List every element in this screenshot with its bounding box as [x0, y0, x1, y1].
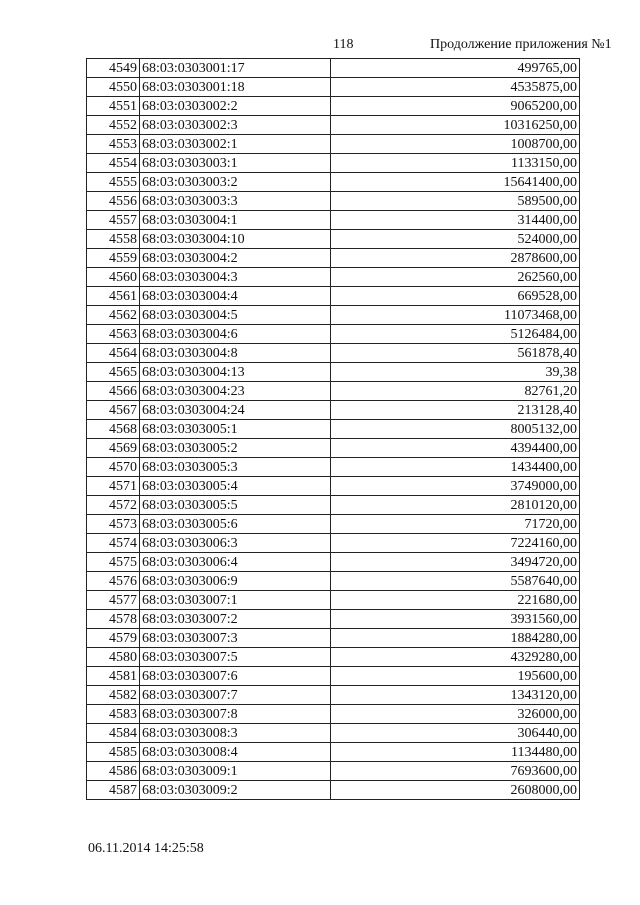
- row-number-cell: 4572: [87, 496, 140, 515]
- cadastral-number-cell: 68:03:0303005:6: [140, 515, 331, 534]
- table-row: [87, 420, 580, 439]
- cadastral-number-cell: 68:03:0303008:3: [140, 724, 331, 743]
- cadastral-number-cell: 68:03:0303004:13: [140, 363, 331, 382]
- cadastral-value-cell: 4394400,00: [331, 439, 580, 458]
- row-number-cell: 4555: [87, 173, 140, 192]
- row-number-cell: 4582: [87, 686, 140, 705]
- cadastral-number-cell: 68:03:0303003:3: [140, 192, 331, 211]
- cadastral-number-cell: 68:03:0303008:4: [140, 743, 331, 762]
- cadastral-number-cell: 68:03:0303004:2: [140, 249, 331, 268]
- cadastral-number-cell: 68:03:0303003:2: [140, 173, 331, 192]
- cadastral-value-cell: 15641400,00: [331, 173, 580, 192]
- cadastral-number-cell: 68:03:0303005:4: [140, 477, 331, 496]
- table-row: [87, 553, 580, 572]
- cadastral-value-cell: 3749000,00: [331, 477, 580, 496]
- cadastral-value-cell: 39,38: [331, 363, 580, 382]
- cadastral-value-cell: 1343120,00: [331, 686, 580, 705]
- table-row: [87, 268, 580, 287]
- row-number-cell: 4554: [87, 154, 140, 173]
- table-row: [87, 762, 580, 781]
- table-row: [87, 610, 580, 629]
- print-timestamp: 06.11.2014 14:25:58: [88, 841, 204, 856]
- cadastral-number-cell: 68:03:0303004:8: [140, 344, 331, 363]
- cadastral-number-cell: 68:03:0303007:5: [140, 648, 331, 667]
- table-row: [87, 230, 580, 249]
- cadastral-number-cell: 68:03:0303007:3: [140, 629, 331, 648]
- cadastral-value-cell: 195600,00: [331, 667, 580, 686]
- row-number-cell: 4576: [87, 572, 140, 591]
- cadastral-value-cell: 2810120,00: [331, 496, 580, 515]
- cadastral-value-cell: 306440,00: [331, 724, 580, 743]
- table-row: [87, 97, 580, 116]
- row-number-cell: 4583: [87, 705, 140, 724]
- cadastral-value-cell: 326000,00: [331, 705, 580, 724]
- cadastral-value-cell: 5587640,00: [331, 572, 580, 591]
- row-number-cell: 4575: [87, 553, 140, 572]
- table-body: [87, 59, 580, 800]
- table-row: [87, 572, 580, 591]
- cadastral-number-cell: 68:03:0303007:1: [140, 591, 331, 610]
- row-number-cell: 4549: [87, 59, 140, 78]
- row-number-cell: 4558: [87, 230, 140, 249]
- table-row: [87, 306, 580, 325]
- row-number-cell: 4561: [87, 287, 140, 306]
- cadastral-value-cell: 9065200,00: [331, 97, 580, 116]
- row-number-cell: 4556: [87, 192, 140, 211]
- row-number-cell: 4569: [87, 439, 140, 458]
- row-number-cell: 4559: [87, 249, 140, 268]
- cadastral-value-cell: 7693600,00: [331, 762, 580, 781]
- cadastral-number-cell: 68:03:0303003:1: [140, 154, 331, 173]
- row-number-cell: 4579: [87, 629, 140, 648]
- row-number-cell: 4574: [87, 534, 140, 553]
- row-number-cell: 4577: [87, 591, 140, 610]
- cadastral-value-cell: 221680,00: [331, 591, 580, 610]
- row-number-cell: 4586: [87, 762, 140, 781]
- cadastral-value-cell: 589500,00: [331, 192, 580, 211]
- cadastral-value-cell: 8005132,00: [331, 420, 580, 439]
- row-number-cell: 4550: [87, 78, 140, 97]
- table-row: [87, 667, 580, 686]
- cadastral-value-cell: 3931560,00: [331, 610, 580, 629]
- table-row: [87, 59, 580, 78]
- table-row: [87, 78, 580, 97]
- cadastral-number-cell: 68:03:0303004:3: [140, 268, 331, 287]
- cadastral-value-cell: 4329280,00: [331, 648, 580, 667]
- table-row: [87, 534, 580, 553]
- row-number-cell: 4585: [87, 743, 140, 762]
- row-number-cell: 4553: [87, 135, 140, 154]
- cadastral-value-cell: 2608000,00: [331, 781, 580, 800]
- table-row: [87, 743, 580, 762]
- cadastral-value-cell: 3494720,00: [331, 553, 580, 572]
- cadastral-value-cell: 213128,40: [331, 401, 580, 420]
- table-row: [87, 116, 580, 135]
- row-number-cell: 4581: [87, 667, 140, 686]
- cadastral-number-cell: 68:03:0303005:5: [140, 496, 331, 515]
- cadastral-number-cell: 68:03:0303005:3: [140, 458, 331, 477]
- cadastral-value-table: [86, 58, 580, 800]
- cadastral-value-cell: 10316250,00: [331, 116, 580, 135]
- table-row: [87, 325, 580, 344]
- cadastral-value-cell: 1434400,00: [331, 458, 580, 477]
- table-row: [87, 382, 580, 401]
- row-number-cell: 4562: [87, 306, 140, 325]
- cadastral-value-cell: 314400,00: [331, 211, 580, 230]
- table-row: [87, 591, 580, 610]
- row-number-cell: 4580: [87, 648, 140, 667]
- cadastral-number-cell: 68:03:0303004:10: [140, 230, 331, 249]
- row-number-cell: 4564: [87, 344, 140, 363]
- table-row: [87, 401, 580, 420]
- cadastral-number-cell: 68:03:0303007:2: [140, 610, 331, 629]
- table-row: [87, 458, 580, 477]
- page-number: 118: [333, 37, 354, 52]
- row-number-cell: 4573: [87, 515, 140, 534]
- cadastral-number-cell: 68:03:0303002:1: [140, 135, 331, 154]
- cadastral-value-cell: 2878600,00: [331, 249, 580, 268]
- table-row: [87, 629, 580, 648]
- row-number-cell: 4568: [87, 420, 140, 439]
- table-row: [87, 781, 580, 800]
- cadastral-number-cell: 68:03:0303005:2: [140, 439, 331, 458]
- table-row: [87, 173, 580, 192]
- cadastral-value-cell: 71720,00: [331, 515, 580, 534]
- table-row: [87, 287, 580, 306]
- cadastral-value-cell: 1134480,00: [331, 743, 580, 762]
- cadastral-value-cell: 4535875,00: [331, 78, 580, 97]
- appendix-continuation-label: Продолжение приложения №1: [430, 37, 612, 52]
- table-row: [87, 515, 580, 534]
- row-number-cell: 4566: [87, 382, 140, 401]
- row-number-cell: 4563: [87, 325, 140, 344]
- cadastral-value-cell: 82761,20: [331, 382, 580, 401]
- table-row: [87, 477, 580, 496]
- cadastral-number-cell: 68:03:0303009:1: [140, 762, 331, 781]
- cadastral-value-cell: 669528,00: [331, 287, 580, 306]
- cadastral-number-cell: 68:03:0303006:3: [140, 534, 331, 553]
- cadastral-number-cell: 68:03:0303001:18: [140, 78, 331, 97]
- table-row: [87, 705, 580, 724]
- cadastral-value-cell: 11073468,00: [331, 306, 580, 325]
- row-number-cell: 4584: [87, 724, 140, 743]
- row-number-cell: 4560: [87, 268, 140, 287]
- row-number-cell: 4565: [87, 363, 140, 382]
- row-number-cell: 4557: [87, 211, 140, 230]
- cadastral-value-cell: 524000,00: [331, 230, 580, 249]
- cadastral-value-cell: 499765,00: [331, 59, 580, 78]
- table-row: [87, 344, 580, 363]
- cadastral-number-cell: 68:03:0303002:3: [140, 116, 331, 135]
- table-row: [87, 724, 580, 743]
- cadastral-number-cell: 68:03:0303002:2: [140, 97, 331, 116]
- cadastral-number-cell: 68:03:0303004:5: [140, 306, 331, 325]
- cadastral-number-cell: 68:03:0303007:7: [140, 686, 331, 705]
- cadastral-value-cell: 1884280,00: [331, 629, 580, 648]
- cadastral-number-cell: 68:03:0303007:8: [140, 705, 331, 724]
- cadastral-number-cell: 68:03:0303009:2: [140, 781, 331, 800]
- cadastral-number-cell: 68:03:0303006:9: [140, 572, 331, 591]
- row-number-cell: 4587: [87, 781, 140, 800]
- cadastral-number-cell: 68:03:0303004:23: [140, 382, 331, 401]
- table-row: [87, 363, 580, 382]
- row-number-cell: 4567: [87, 401, 140, 420]
- table-row: [87, 686, 580, 705]
- table-row: [87, 192, 580, 211]
- cadastral-value-cell: 5126484,00: [331, 325, 580, 344]
- row-number-cell: 4570: [87, 458, 140, 477]
- cadastral-number-cell: 68:03:0303004:4: [140, 287, 331, 306]
- row-number-cell: 4551: [87, 97, 140, 116]
- table-row: [87, 648, 580, 667]
- cadastral-value-cell: 1133150,00: [331, 154, 580, 173]
- table-row: [87, 154, 580, 173]
- table-row: [87, 249, 580, 268]
- row-number-cell: 4571: [87, 477, 140, 496]
- row-number-cell: 4578: [87, 610, 140, 629]
- cadastral-number-cell: 68:03:0303007:6: [140, 667, 331, 686]
- cadastral-value-cell: 561878,40: [331, 344, 580, 363]
- cadastral-number-cell: 68:03:0303004:1: [140, 211, 331, 230]
- table-row: [87, 211, 580, 230]
- table-row: [87, 496, 580, 515]
- cadastral-number-cell: 68:03:0303004:24: [140, 401, 331, 420]
- cadastral-number-cell: 68:03:0303005:1: [140, 420, 331, 439]
- cadastral-value-cell: 262560,00: [331, 268, 580, 287]
- table-row: [87, 439, 580, 458]
- cadastral-number-cell: 68:03:0303001:17: [140, 59, 331, 78]
- cadastral-value-cell: 7224160,00: [331, 534, 580, 553]
- table-row: [87, 135, 580, 154]
- cadastral-number-cell: 68:03:0303004:6: [140, 325, 331, 344]
- cadastral-number-cell: 68:03:0303006:4: [140, 553, 331, 572]
- cadastral-value-cell: 1008700,00: [331, 135, 580, 154]
- row-number-cell: 4552: [87, 116, 140, 135]
